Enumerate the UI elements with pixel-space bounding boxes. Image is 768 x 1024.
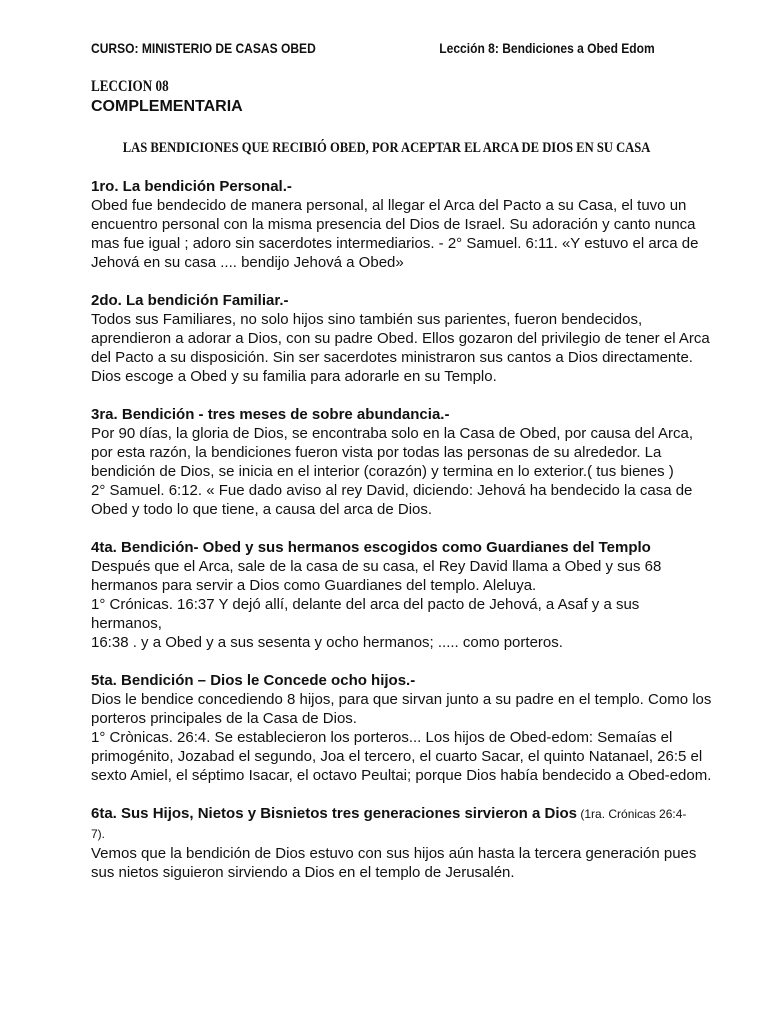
lesson-subtitle: COMPLEMENTARIA <box>91 98 243 115</box>
paragraph-line: porteros principales de la Casa de Dios. <box>91 710 357 727</box>
section-4 <box>91 538 691 652</box>
paragraph-line: mas fue igual ; adoro sin sacerdotes intermediarios. - 2° Samuel. 6:11. «Y estuvo el arca de <box>91 235 699 252</box>
paragraph-line: 16:38 . y a Obed y a sus sesenta y ocho hermanos; ..... como porteros. <box>91 634 563 651</box>
paragraph-line: Dios escoge a Obed y su familia para adorarle en su Templo. <box>91 368 497 385</box>
section-heading: 6ta. Sus Hijos, Nietos y Bisnietos tres generaciones sirvieron a Dios (1ra. Crónicas 26:4-7). <box>91 805 687 841</box>
paragraph-line: Dios le bendice concediendo 8 hijos, para que sirvan junto a su padre en el templo. Como los <box>91 691 712 708</box>
paragraph-line: Obed fue bendecido de manera personal, al llegar el Arca del Pacto a su Casa, el tuvo un <box>91 197 687 214</box>
section-5 <box>91 671 712 785</box>
paragraph-line: Jehová en su casa .... bendijo Jehová a Obed» <box>91 254 404 271</box>
paragraph-line: 1° Crónicas. 16:37 Y dejó allí, delante del arca del pacto de Jehová, a Asaf y a sus <box>91 596 640 613</box>
document-title: LAS BENDICIONES QUE RECIBIÓ OBED, POR ACEPTAR EL ARCA DE DIOS EN SU CASA <box>122 140 651 156</box>
paragraph-line: 2° Samuel. 6:12. « Fue dado aviso al rey David, diciendo: Jehová ha bendecido la casa de <box>91 482 693 499</box>
paragraph-line: 1° Crònicas. 26:4. Se establecieron los porteros... Los hijos de Obed-edom: Semaías el <box>91 729 673 746</box>
section-1 <box>91 177 699 272</box>
paragraph-line: encuentro personal con la misma presencia del Dios de Israel. Su adoración y canto nunca <box>91 216 696 233</box>
paragraph-line: bendición de Dios, se inicia en el interior (corazón) y termina en lo exterior.( tus bienes ) <box>91 463 674 480</box>
paragraph-line: sus nietos siguieron sirviendo a Dios en el templo de Jerusalén. <box>91 864 515 881</box>
lesson-reference: Lección 8: Bendiciones a Obed Edom <box>439 40 655 56</box>
section-2 <box>91 291 710 386</box>
paragraph-line: sexto Amiel, el séptimo Isacar, el octavo Peultai; porque Dios había bendecido a Obed-edom. <box>91 767 712 784</box>
paragraph-line: Por 90 días, la gloria de Dios, se encontraba solo en la Casa de Obed, por causa del Arca, <box>91 425 694 442</box>
paragraph-line: del Pacto a su disposición. Sin ser sacerdotes ministraron sus cantos a Dios directamente. <box>91 349 693 366</box>
paragraph-line: primogénito, Jozabad el segundo, Joa el tercero, el cuarto Sacar, el quinto Natanael, 26:5 el <box>91 748 703 765</box>
section-heading: 1ro. La bendición Personal.- <box>91 178 292 195</box>
paragraph-line: Obed y todo lo que tiene, a causa del arca de Dios. <box>91 501 433 518</box>
section-6 <box>91 804 697 882</box>
paragraph-line: Vemos que la bendición de Dios estuvo con sus hijos aún hasta la tercera generación pues <box>91 845 697 862</box>
paragraph-line: Todos sus Familiares, no solo hijos sino también sus parientes, fueron bendecidos, <box>91 311 643 328</box>
paragraph-line: hermanos, <box>91 615 162 632</box>
section-heading: 2do. La bendición Familiar.- <box>91 292 289 309</box>
paragraph-line: aprendieron a adorar a Dios, con su padre Obed. Ellos gozaron del privilegio de tener el Arca <box>91 330 710 347</box>
section-heading: 4ta. Bendición- Obed y sus hermanos escogidos como Guardianes del Templo <box>91 539 651 556</box>
lesson-number: LECCION 08 <box>91 78 169 95</box>
paragraph-line: por esta razón, la bendiciones fueron vista por todas las personas de su alrededor. La <box>91 444 662 461</box>
document-body <box>91 177 712 901</box>
paragraph-line: Después que el Arca, sale de la casa de su casa, el Rey David llama a Obed y sus 68 <box>91 558 662 575</box>
course-name: CURSO: MINISTERIO DE CASAS OBED <box>91 40 316 56</box>
section-reference: (1ra. Crónicas 26:4-7). <box>91 807 687 841</box>
section-heading: 3ra. Bendición - tres meses de sobre abundancia.- <box>91 406 450 423</box>
section-3 <box>91 405 694 519</box>
section-heading: 5ta. Bendición – Dios le Concede ocho hijos.- <box>91 672 416 689</box>
paragraph-line: hermanos para servir a Dios como Guardianes del templo. Aleluya. <box>91 577 537 594</box>
